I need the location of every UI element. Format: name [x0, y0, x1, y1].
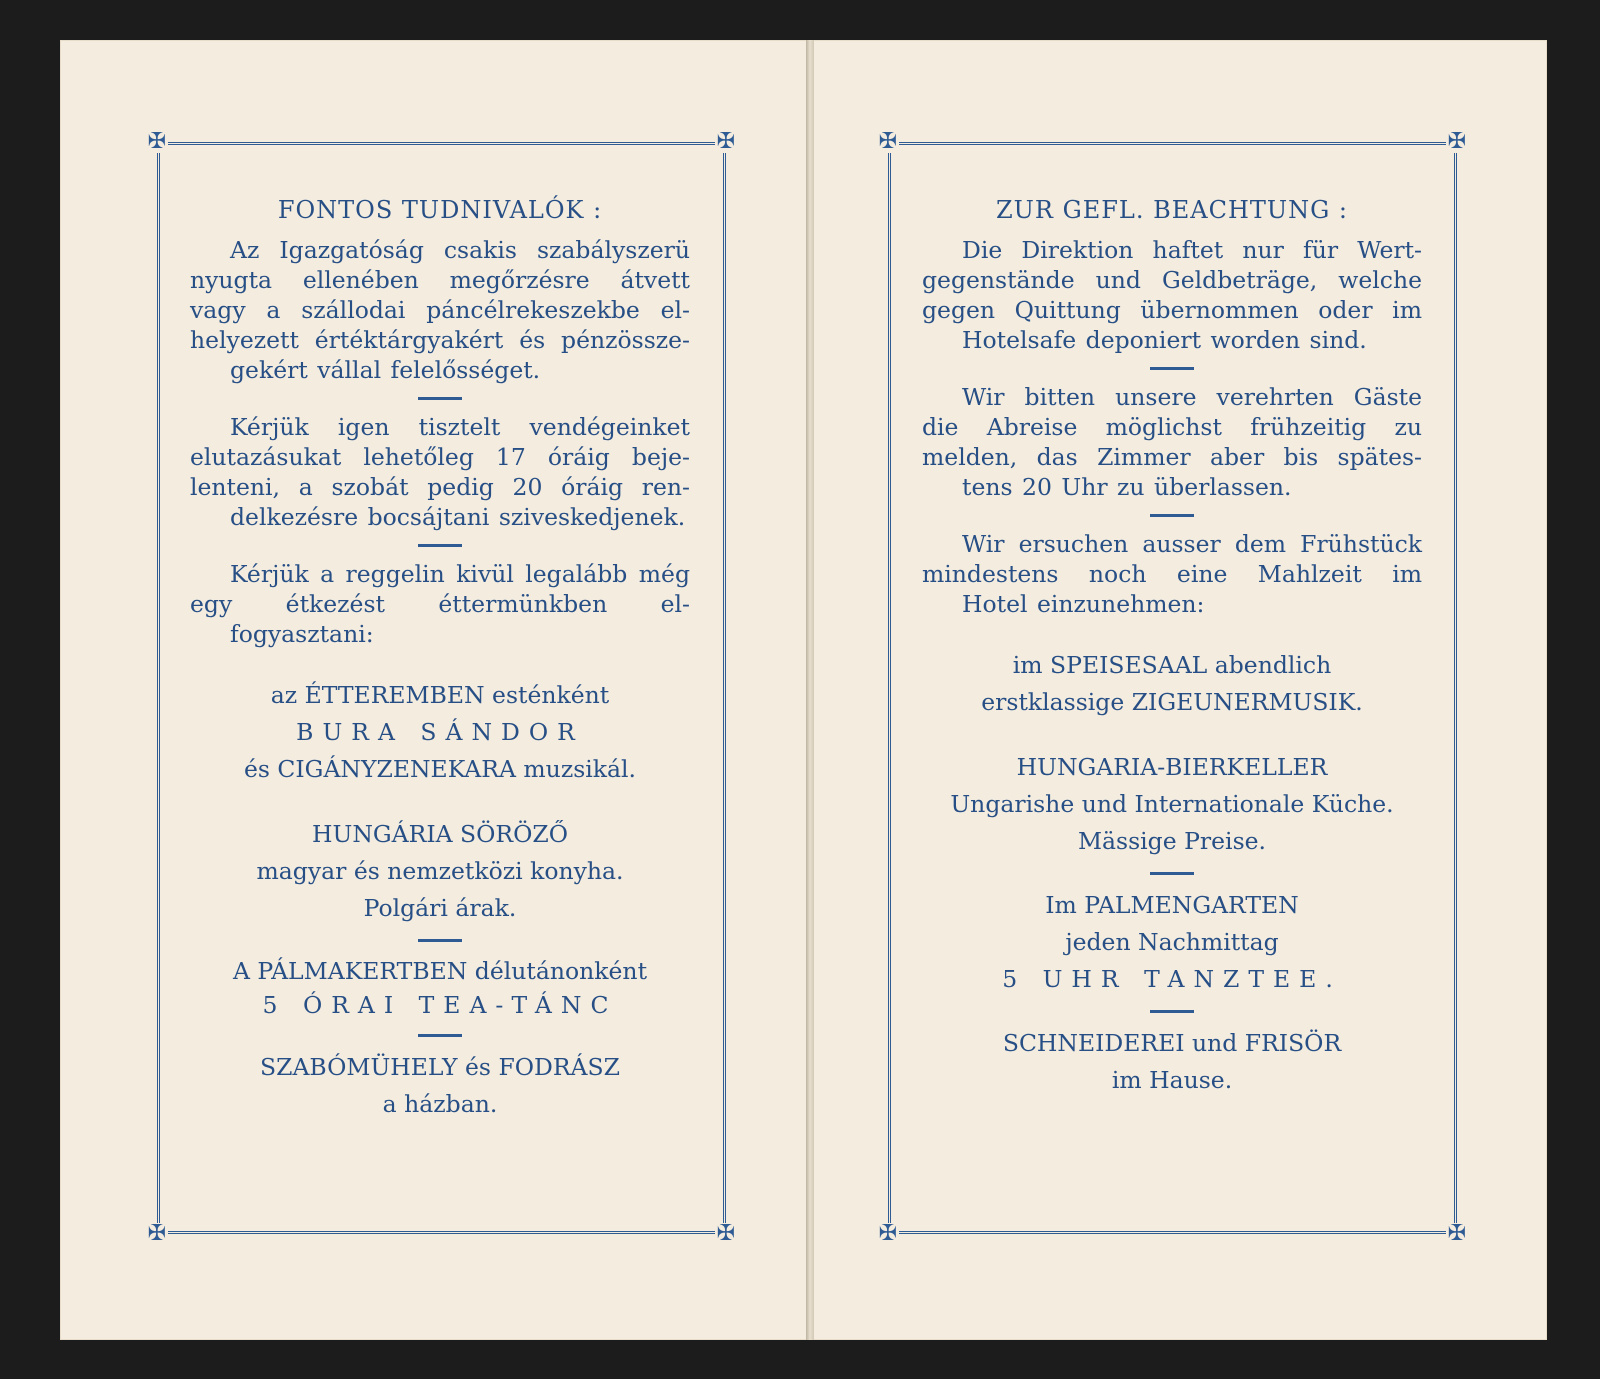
text-line: im SPEISESAAL abendlich: [1012, 651, 1332, 679]
text-line: Az Igazgatóság csakis szabályszerü: [230, 236, 690, 264]
text-line: nyugta ellenében megőrzésre átvett: [190, 266, 690, 294]
corner-ornament-icon: ✠: [147, 1221, 167, 1246]
checkout-paragraph: [190, 412, 690, 532]
text-line: Die Direktion haftet nur für Wert-: [962, 236, 1422, 264]
checkout-paragraph: [922, 382, 1422, 502]
divider-dash: [1150, 872, 1194, 875]
corner-ornament-icon: ✠: [878, 129, 898, 154]
divider-dash: [1150, 1010, 1194, 1013]
text-line: Kérjük a reggelin kivül legalább: [230, 560, 628, 588]
tea-dance: 5 UHR TANZTEE.: [1002, 965, 1342, 993]
corner-ornament-icon: ✠: [878, 1221, 898, 1246]
text-line: még egy étkezést éttermünkben el-: [190, 560, 690, 618]
beer-hall: [190, 816, 690, 927]
notice-title: ZUR GEFL. BEACHTUNG :: [995, 196, 1349, 224]
text-line: gegenstände und Geldbeträge, welche: [922, 266, 1422, 294]
text-line: elutazásukat lehetőleg 17 óráig beje-: [190, 443, 690, 471]
valuables-paragraph: [190, 235, 690, 385]
divider-dash: [418, 939, 462, 942]
text-line: tens 20 Uhr zu überlassen.: [962, 473, 1292, 501]
divider-dash: [418, 397, 462, 400]
corner-ornament-icon: ✠: [716, 129, 736, 154]
notice-title: FONTOS TUDNIVALÓK :: [277, 196, 603, 224]
text-line: erstklassige ZIGEUNERMUSIK.: [981, 688, 1363, 716]
text-line: Wir bitten unsere verehrten Gäste: [962, 383, 1422, 411]
text-line: az ÉTTEREMBEN esténként: [270, 681, 610, 709]
text-line: SCHNEIDEREI und FRISÖR: [1002, 1029, 1342, 1057]
text-line: jeden Nachmittag: [1065, 928, 1279, 956]
hungarian-notice: [190, 195, 690, 1123]
text-line: Hotel einzunehmen:: [962, 590, 1205, 618]
text-line: A PÁLMAKERTBEN délutánonként: [232, 957, 648, 985]
text-line: lenteni, a szobát pedig 20 óráig ren-: [190, 473, 690, 501]
tea-dance: 5 ÓRAI TEA-TÁNC: [262, 991, 618, 1019]
meal-paragraph: [190, 559, 690, 649]
beer-hall: [922, 749, 1422, 860]
text-line: a házban.: [382, 1090, 498, 1118]
divider-dash: [1150, 514, 1194, 517]
german-notice: [922, 195, 1422, 1099]
tailor-hairdresser: [190, 1049, 690, 1123]
divider-dash: [418, 1034, 462, 1037]
text-line: die Abreise möglichst frühzeitig zu: [922, 413, 1422, 441]
valuables-paragraph: [922, 235, 1422, 355]
meal-paragraph: [922, 529, 1422, 619]
text-line: Hotelsafe deponiert worden sind.: [962, 326, 1367, 354]
text-line: gekért vállal felelősséget.: [230, 356, 541, 384]
card-fold: [806, 40, 814, 1340]
palm-garden: [190, 954, 690, 1022]
text-line: Mässige Preise.: [1077, 827, 1267, 855]
text-line: fogyasztani:: [230, 620, 374, 648]
text-line: im Hause.: [1111, 1066, 1233, 1094]
text-line: magyar és nemzetközi konyha.: [256, 857, 624, 885]
corner-ornament-icon: ✠: [1447, 129, 1467, 154]
text-line: melden, das Zimmer aber bis spätes-: [922, 443, 1422, 471]
text-line: gegen Quittung übernommen oder im: [922, 296, 1422, 324]
text-line: Kérjük igen tisztelt vendégeinket: [230, 413, 690, 441]
text-line: HUNGÁRIA SÖRÖZŐ: [312, 820, 568, 848]
text-line: SZABÓMÜHELY és FODRÁSZ: [260, 1053, 620, 1081]
corner-ornament-icon: ✠: [716, 1221, 736, 1246]
palm-garden: [922, 887, 1422, 998]
text-line: Polgári árak.: [363, 894, 517, 922]
divider-dash: [1150, 367, 1194, 370]
text-line: HUNGARIA-BIERKELLER: [1016, 753, 1328, 781]
band-name: BURA SÁNDOR: [296, 718, 584, 746]
tailor-hairdresser: [922, 1025, 1422, 1099]
text-line: delkezésre bocsájtani sziveskedjenek.: [230, 503, 686, 531]
text-line: mindestens noch eine Mahlzeit im: [922, 560, 1422, 588]
divider-dash: [418, 544, 462, 547]
restaurant-music: [922, 647, 1422, 721]
text-line: Im PALMENGARTEN: [1045, 891, 1299, 919]
text-line: vagy a szállodai páncélrekeszekbe el-: [190, 296, 690, 324]
text-line: Wir ersuchen ausser dem Frühstück: [962, 530, 1422, 558]
corner-ornament-icon: ✠: [147, 129, 167, 154]
restaurant-music: [190, 677, 690, 788]
text-line: és CIGÁNYZENEKARA muzsikál.: [243, 755, 637, 783]
text-line: Ungarishe und Internationale Küche.: [950, 790, 1394, 818]
text-line: helyezett értéktárgyakért és pénzössze-: [190, 326, 690, 354]
corner-ornament-icon: ✠: [1447, 1221, 1467, 1246]
